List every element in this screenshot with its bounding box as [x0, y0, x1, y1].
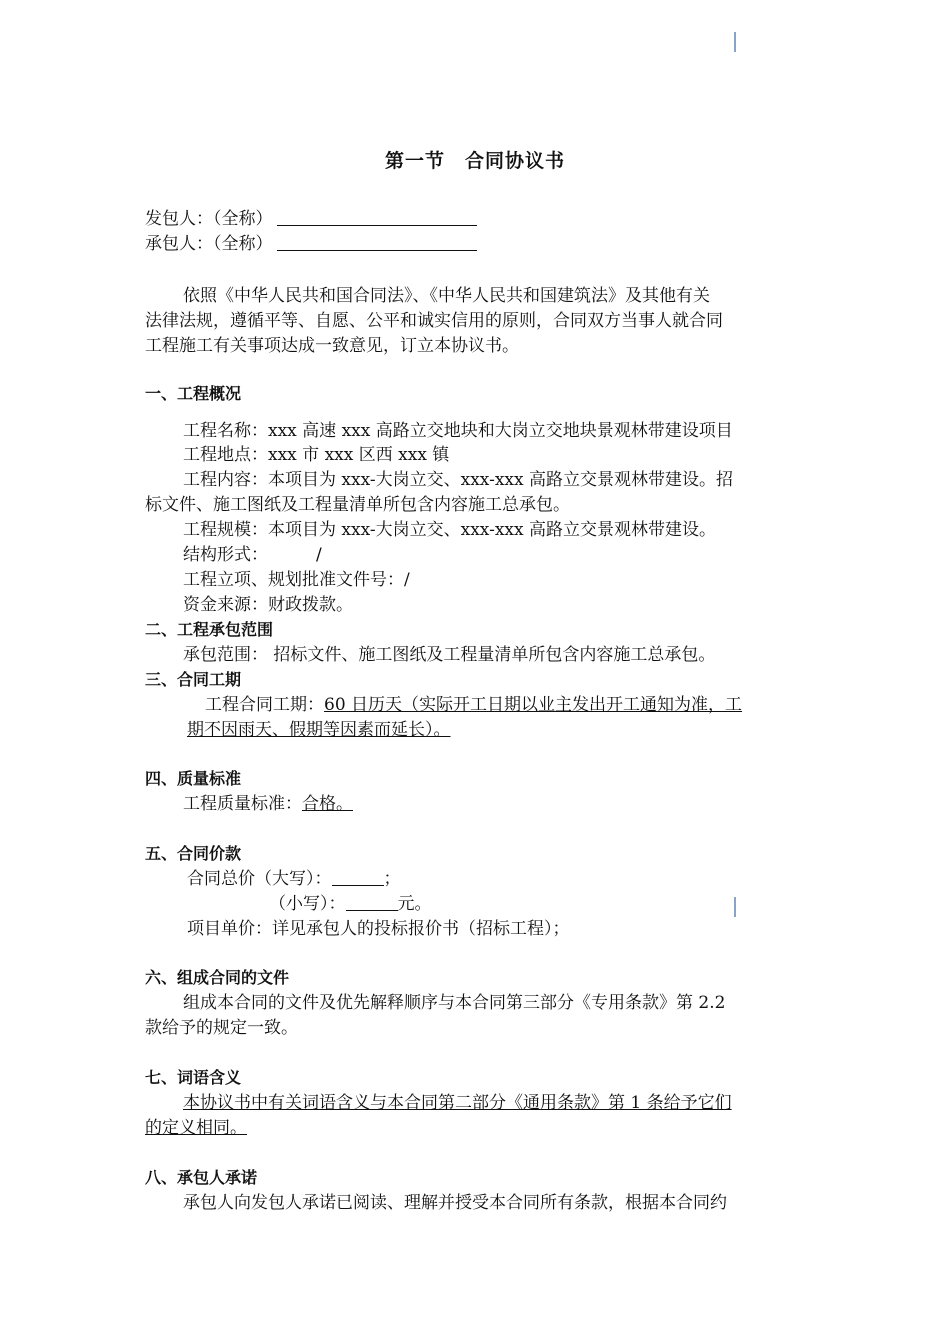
page-title: 第一节 合同协议书 [384, 150, 565, 172]
text-cursor-marker [734, 32, 736, 52]
project-location: 工程地点：xxx 市 xxx 区西 xxx 镇 [183, 445, 450, 465]
definitions-text-1: 本协议书中有关词语含义与本合同第二部分《通用条款》第 1 条给予它们 [183, 1093, 732, 1113]
documents-text-2: 款给予的规定一致。 [145, 1018, 298, 1038]
project-content-1: 工程内容：本项目为 xxx-大岗立交、xxx-xxx 高路立交景观林带建设。招 [183, 470, 733, 490]
duration-value-2: 期不因雨天、假期等因素而延长）。 [187, 720, 451, 740]
quality-value: 合格。 [302, 794, 353, 814]
contractor-line [145, 232, 477, 256]
unit-price: 项目单价：详见承包人的投标报价书（招标工程）； [187, 919, 570, 939]
employer-blank[interactable] [277, 209, 477, 226]
contractor-blank[interactable] [277, 234, 477, 251]
project-scale: 工程规模：本项目为 xxx-大岗立交、xxx-xxx 高路立交景观林带建设。 [183, 520, 716, 540]
definitions-text-2: 的定义相同。 [145, 1118, 247, 1138]
section-heading-scope: 二、工程承包范围 [145, 620, 274, 639]
price-upper-blank[interactable] [332, 869, 384, 886]
structure-value: / [316, 545, 322, 565]
employer-label: 发包人：（全称） [145, 209, 273, 229]
duration-label: 工程合同工期： [205, 695, 324, 715]
structure-type [183, 543, 322, 567]
documents-text-1: 组成本合同的文件及优先解释顺序与本合同第三部分《专用条款》第 2.2 [183, 993, 726, 1013]
section-heading-duration: 三、合同工期 [145, 670, 242, 689]
section-heading-definitions: 七、词语含义 [145, 1068, 242, 1087]
scope-text: 承包范围： 招标文件、施工图纸及工程量清单所包含内容施工总承包。 [183, 645, 716, 665]
section-heading-overview: 一、工程概况 [145, 384, 242, 403]
quality-line [183, 792, 353, 816]
duration-value-1: 60 日历天（实际开工日期以业主发出开工通知为准，工 [324, 695, 743, 715]
price-lower-line [269, 892, 432, 916]
section-heading-commitment: 八、承包人承诺 [145, 1168, 258, 1187]
employer-line [145, 207, 477, 231]
project-name: 工程名称：xxx 高速 xxx 高路立交地块和大岗立交地块景观林带建设项目 [183, 421, 733, 441]
price-lower-end: 元。 [397, 894, 432, 914]
section-heading-quality: 四、质量标准 [145, 769, 242, 788]
price-upper-label: 合同总价（大写）： [187, 869, 332, 889]
text-cursor-marker [734, 897, 736, 917]
approval-number: 工程立项、规划批准文件号：/ [183, 570, 410, 590]
price-upper-line [187, 867, 401, 891]
quality-label: 工程质量标准： [183, 794, 302, 814]
preamble-line-3: 工程施工有关事项达成一致意见，订立本协议书。 [145, 336, 519, 356]
preamble-line-1: 依照《中华人民共和国合同法》、《中华人民共和国建筑法》及其他有关 [183, 286, 710, 306]
price-upper-end: ； [383, 869, 401, 889]
structure-label: 结构形式： [183, 545, 268, 565]
duration-line-1 [205, 693, 742, 717]
section-heading-price: 五、合同价款 [145, 844, 242, 863]
contractor-label: 承包人：（全称） [145, 234, 273, 254]
project-content-2: 标文件、施工图纸及工程量清单所包含内容施工总承包。 [145, 495, 570, 515]
price-lower-blank[interactable] [346, 894, 398, 911]
funding-source: 资金来源：财政拨款。 [183, 595, 353, 615]
section-heading-documents: 六、组成合同的文件 [145, 968, 290, 987]
preamble-line-2: 法律法规，遵循平等、自愿、公平和诚实信用的原则，合同双方当事人就合同 [145, 311, 723, 331]
commitment-text-1: 承包人向发包人承诺已阅读、理解并授受本合同所有条款，根据本合同约 [183, 1193, 727, 1213]
price-lower-label: （小写）： [269, 894, 346, 914]
